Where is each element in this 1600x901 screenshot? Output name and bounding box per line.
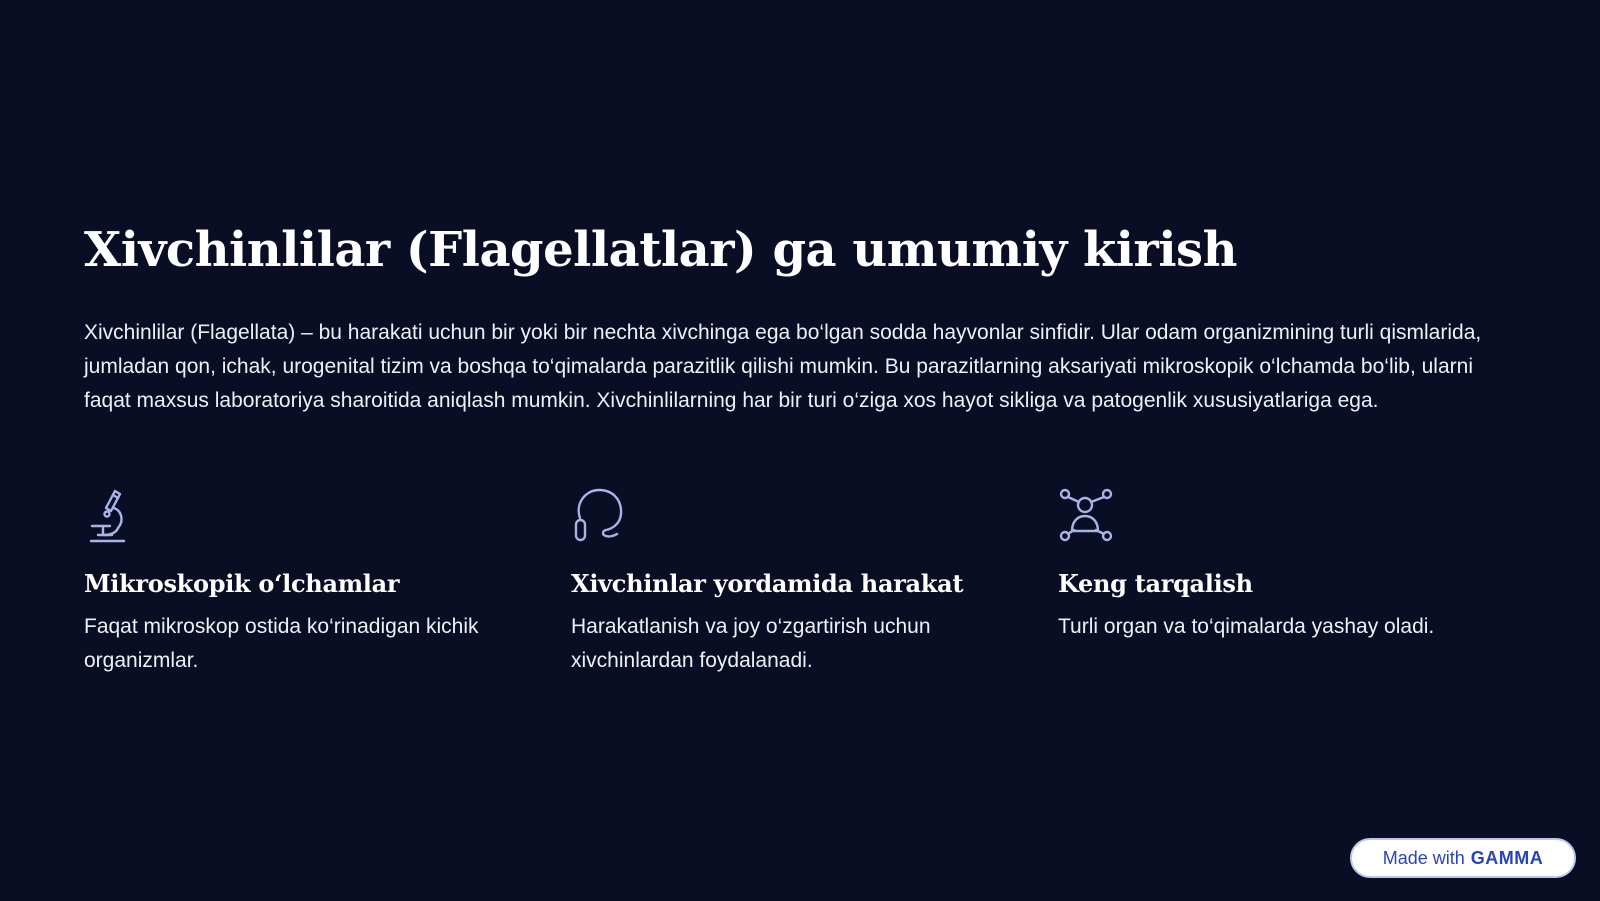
network-icon: [1058, 486, 1114, 548]
slide-content: [84, 220, 1514, 672]
card-title: Xivchinlar yordamida harakat: [571, 569, 964, 598]
card-title: Mikroskopik o‘lchamlar: [84, 569, 400, 598]
card-text: Harakatlanish va joy o‘zgartirish uchun xivchinlardan foydalanadi.: [571, 615, 931, 672]
card-text: Faqat mikroskop ostida ko‘rinadigan kichik organizmlar.: [84, 615, 479, 672]
card-text: Turli organ va to‘qimalarda yashay oladi.: [1058, 615, 1435, 638]
intro-paragraph: Xivchinlilar (Flagellata) – bu harakati uchun bir yoki bir nechta xivchinga ega bo‘lgan sodda hayvonlar sinfidir. Ular odam organizmining turli qismlarida, jumladan qon, ichak, urogenital tizim va boshqa to‘qimalarda parazitlik qilishi mumkin. Bu parazitlarning aksariyati mikroskopik o‘lchamda bo‘lib, ularni faqat maxsus laboratoriya sharoitida aniqlash mumkin. Xivchinlilarning har bir turi o‘ziga xos hayot sikliga va patogenlik xususiyatlariga ega.: [84, 321, 1482, 412]
made-with-gamma-badge[interactable]: [1350, 838, 1576, 878]
feature-card-spread: [1058, 486, 1545, 678]
feature-cards: [84, 486, 1534, 678]
feature-card-microscopic: [84, 486, 571, 678]
badge-prefix: Made with: [1382, 847, 1465, 868]
microscope-icon: [84, 486, 140, 548]
page-title: Xivchinlilar (Flagellatlar) ga umumiy kirish: [84, 222, 1237, 278]
gamma-logo: GAMMA: [1470, 847, 1544, 868]
card-title: Keng tarqalish: [1058, 569, 1253, 598]
flagellum-icon: [571, 486, 627, 548]
feature-card-movement: [571, 486, 1058, 678]
